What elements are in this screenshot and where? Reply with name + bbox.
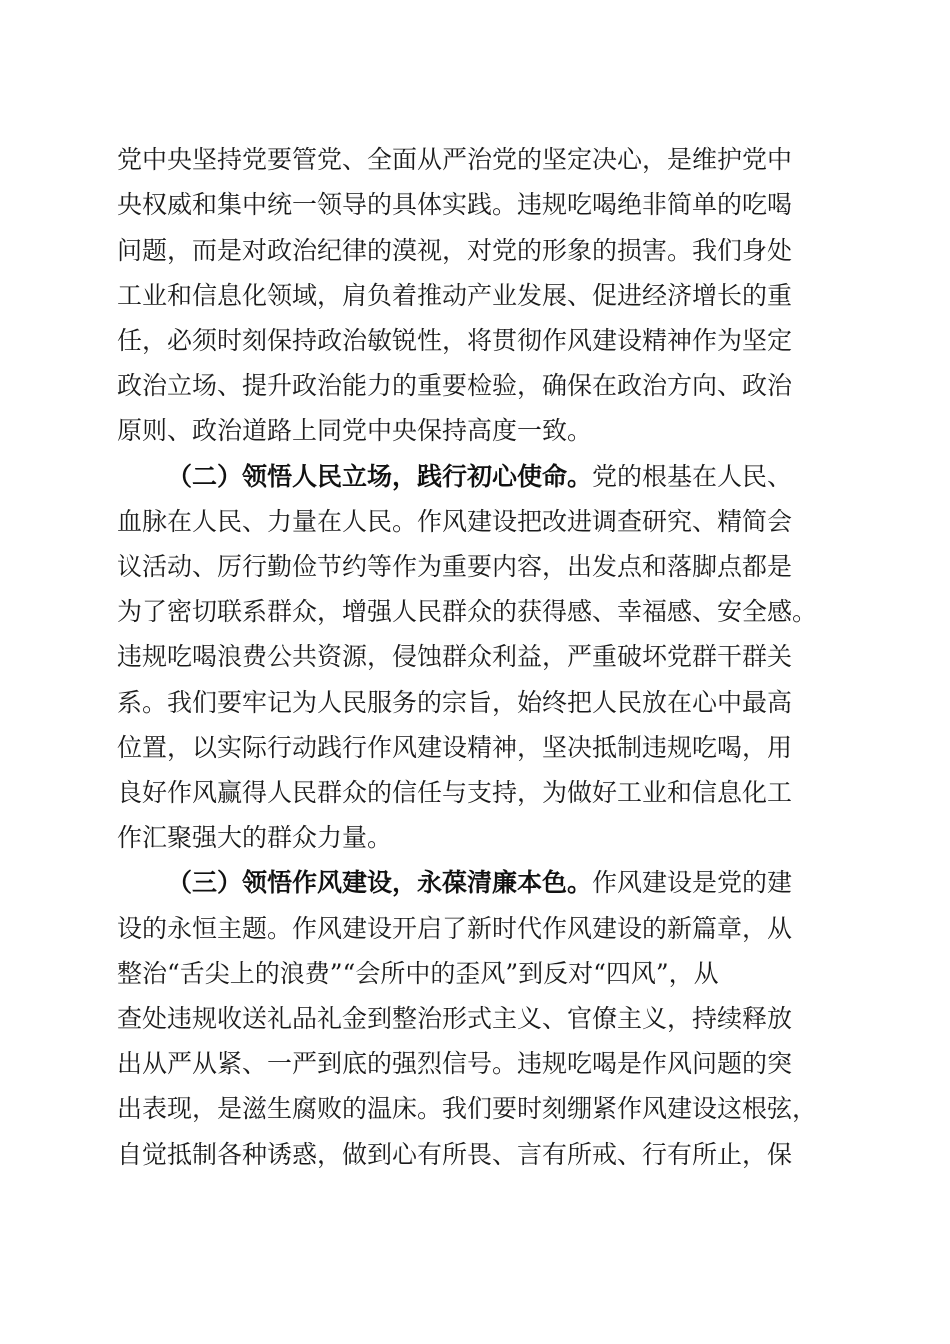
text-line: 出表现，是滋生腐败的温床。我们要时刻绷紧作风建设这根弦， [117,1094,818,1123]
text-line: 作汇聚强大的群众力量。 [117,823,393,852]
text-line: 系。我们要牢记为人民服务的宗旨，始终把人民放在心中最高 [117,688,793,717]
section-heading-line [167,863,887,903]
section-heading-2: （二）领悟人民立场，践行初心使命。 [167,462,593,491]
text-line: 位置，以实际行动践行作风建设精神，坚决抵制违规吃喝，用 [117,733,793,762]
text-line: 出从严从紧、一严到底的强烈信号。违规吃喝是作风问题的突 [117,1049,793,1078]
text-line: 查处违规收送礼品礼金到整治形式主义、官僚主义，持续释放 [117,1004,793,1033]
text-line: 整治“舌尖上的浪费”“会所中的歪风”到反对“四风”，从 [117,959,719,988]
text-line: 良好作风赢得人民群众的信任与支持，为做好工业和信息化工 [117,778,793,807]
section-heading-3: （三）领悟作风建设，永葆清廉本色。 [167,868,593,897]
text-line: 原则、政治道路上同党中央保持高度一致。 [117,416,593,445]
text-line: 议活动、厉行勤俭节约等作为重要内容，出发点和落脚点都是 [117,552,793,581]
text-line: 自觉抵制各种诱惑，做到心有所畏、言有所戒、行有所止，保 [117,1140,793,1169]
text-line: 违规吃喝浪费公共资源，侵蚀群众利益，严重破坏党群干群关 [117,642,793,671]
text-line: 设的永恒主题。作风建设开启了新时代作风建设的新篇章，从 [117,914,793,943]
text-run: 党的根基在人民、 [592,462,793,491]
text-line: 为了密切联系群众，增强人民群众的获得感、幸福感、安全感。 [117,597,818,626]
text-run: 作风建设是党的建 [592,868,793,897]
text-line: 问题，而是对政治纪律的漠视，对党的形象的损害。我们身处 [117,236,793,265]
text-line: 央权威和集中统一领导的具体实践。违规吃喝绝非简单的吃喝 [117,190,793,219]
section-heading-line [167,457,887,497]
text-line: 政治立场、提升政治能力的重要检验，确保在政治方向、政治 [117,371,793,400]
text-line: 党中央坚持党要管党、全面从严治党的坚定决心，是维护党中 [117,145,793,174]
text-line: 任，必须时刻保持政治敏锐性，将贯彻作风建设精神作为坚定 [117,326,793,355]
text-line: 血脉在人民、力量在人民。作风建设把改进调查研究、精简会 [117,507,793,536]
text-line: 工业和信息化领域，肩负着推动产业发展、促进经济增长的重 [117,281,793,310]
